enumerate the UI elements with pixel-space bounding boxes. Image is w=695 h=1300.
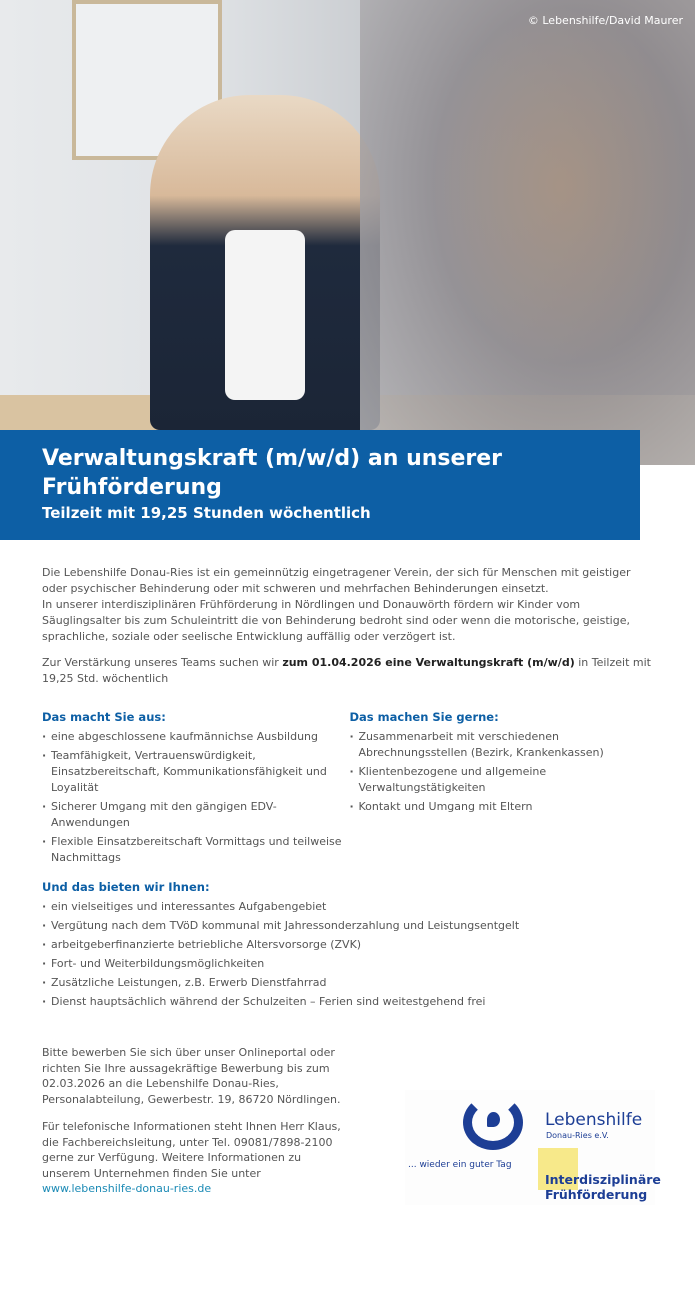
job-description bbox=[42, 565, 657, 1013]
intro-paragraph bbox=[42, 565, 657, 645]
tasks-section bbox=[350, 709, 658, 869]
title-banner bbox=[0, 430, 640, 540]
offer-heading: Und das bieten wir Ihnen: bbox=[42, 880, 210, 894]
list-item: · Zusammenarbeit mit verschiedenen Abrechnungsstellen (Bezirk, Krankenkassen) bbox=[350, 729, 658, 761]
profile-heading: Das macht Sie aus: bbox=[42, 710, 166, 724]
list-item: · ein vielseitiges und interessantes Aufgabengebiet bbox=[42, 899, 657, 915]
offer-section bbox=[42, 879, 657, 1010]
logo-department bbox=[545, 1172, 661, 1202]
intro-text-2: In unserer interdisziplinären Frühförderung in Nördlingen und Donauwörth fördern wir Kinder vom Säuglingsalter bis zum Schuleintritt die von Behinderung bedroht sind oder wenn die motorische, geistige, sprachliche, soziale oder seelische Entwicklung auffällig oder verzögert ist. bbox=[42, 598, 630, 643]
intro-text-1: Die Lebenshilfe Donau-Ries ist ein gemeinnützig eingetragener Verein, der sich für Menschen mit geistiger oder psychischer Behinderung oder mit schweren und mehrfachen Behinderungen einsetzt. bbox=[42, 566, 631, 595]
dept-line-1: Interdisziplinäre bbox=[545, 1172, 661, 1187]
list-item: · Vergütung nach dem TVöD kommunal mit Jahressonderzahlung und Leistungsentgelt bbox=[42, 918, 657, 934]
list-item: · Kontakt und Umgang mit Eltern bbox=[350, 799, 658, 815]
lebenshilfe-logo bbox=[405, 1090, 661, 1205]
list-item: · Fort- und Weiterbildungsmöglichkeiten bbox=[42, 956, 657, 972]
blurred-foreground-person bbox=[360, 0, 695, 465]
search-text-end: in Teilzeit mit 19,25 Std. wöchentlich bbox=[42, 656, 651, 685]
profile-section bbox=[42, 709, 350, 869]
header-photo bbox=[0, 0, 695, 465]
search-highlight: zum 01.04.2026 eine Verwaltungskraft (m/w/d) bbox=[282, 656, 575, 669]
list-item: · arbeitgeberfinanzierte betriebliche Altersvorsorge (ZVK) bbox=[42, 937, 657, 953]
list-item: · Teamfähigkeit, Vertrauenswürdigkeit, Einsatzbereitschaft, Kommunikationsfähigkeit und Loyalität bbox=[42, 748, 350, 796]
application-info bbox=[42, 1045, 352, 1209]
shirt bbox=[225, 230, 305, 400]
list-item: · Sicherer Umgang mit den gängigen EDV-Anwendungen bbox=[42, 799, 350, 831]
job-subtitle: Teilzeit mit 19,25 Stunden wöchentlich bbox=[42, 504, 371, 522]
website-link[interactable]: www.lebenshilfe-donau-ries.de bbox=[42, 1182, 212, 1195]
search-paragraph bbox=[42, 655, 657, 687]
list-item: · Dienst hauptsächlich während der Schulzeiten – Ferien sind weitestgehend frei bbox=[42, 994, 657, 1010]
job-title: Verwaltungskraft (m/w/d) an unserer Frühförderung bbox=[42, 446, 503, 500]
list-item: · Zusätzliche Leistungen, z.B. Erwerb Dienstfahrrad bbox=[42, 975, 657, 991]
tasks-heading: Das machen Sie gerne: bbox=[349, 710, 499, 724]
list-item: · eine abgeschlossene kaufmännichse Ausbildung bbox=[42, 729, 350, 745]
logo-name: Lebenshilfe bbox=[545, 1110, 643, 1130]
logo-tagline: ... wieder ein guter Tag bbox=[408, 1160, 512, 1170]
search-text: Zur Verstärkung unseres Teams suchen wir bbox=[42, 656, 283, 669]
logo-drop-icon bbox=[487, 1112, 500, 1127]
contact-paragraph bbox=[42, 1119, 352, 1197]
dept-line-2: Frühförderung bbox=[545, 1187, 648, 1202]
application-paragraph: Bitte bewerben Sie sich über unser Onlineportal oder richten Sie Ihre aussagekräftige Bewerbung bis zum 02.03.2026 an die Lebenshilfe Donau-Ries, Personalabteilung, Gewerbestr. 19, 86720 Nördlingen. bbox=[42, 1046, 341, 1106]
list-item: · Klientenbezogene und allgemeine Verwaltungstätigkeiten bbox=[350, 764, 658, 796]
logo-subname: Donau-Ries e.V. bbox=[546, 1131, 609, 1140]
photo-copyright: © Lebenshilfe/David Maurer bbox=[527, 14, 683, 27]
contact-text: Für telefonische Informationen steht Ihnen Herr Klaus, die Fachbereichsleitung, unter Tel. 09081/7898-2100 gerne zur Verfügung. Weitere Informationen zu unserem Unternehmen finden Sie unter bbox=[42, 1120, 341, 1180]
list-item: · Flexible Einsatzbereitschaft Vormittags und teilweise Nachmittags bbox=[42, 834, 350, 866]
